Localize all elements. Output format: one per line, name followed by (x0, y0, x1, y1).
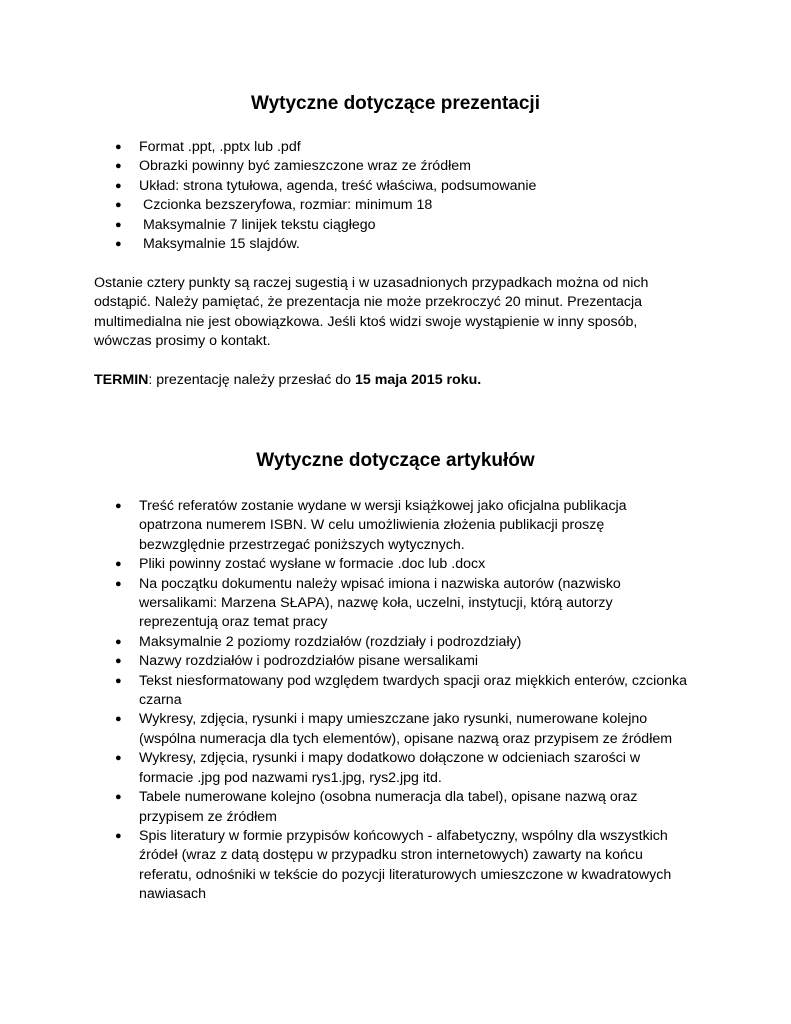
deadline-line (94, 371, 694, 390)
list-item: ● Na początku dokumentu należy wpisać imiona i nazwiska autorów (nazwisko wersalikami: Marzena SŁAPA), nazwę koła, uczelni, instytucji, którą autorzy reprezentują oraz temat pracy (115, 575, 690, 633)
presentation-guidelines-list (115, 138, 715, 254)
presentation-heading: Wytyczne dotyczące prezentacji (251, 93, 540, 114)
list-item: ● Pliki powinny zostać wysłane w formacie .doc lub .docx (115, 555, 690, 574)
list-item: ● Układ: strona tytułowa, agenda, treść właściwa, podsumowanie (115, 177, 715, 196)
list-item: ● Format .ppt, .pptx lub .pdf (115, 138, 715, 157)
list-item: ● Spis literatury w formie przypisów końcowych - alfabetyczny, wspólny dla wszystkich źródeł (wraz z datą dostępu w przypadku stron internetowych) zawarty na końcu referatu, odnośniki w tekście do pozycji literaturowych umieszczone w kwadratowych nawiasach (115, 827, 690, 905)
list-item: ● Maksymalnie 15 slajdów. (115, 235, 715, 254)
articles-heading: Wytyczne dotyczące artykułów (256, 450, 535, 471)
list-item: ● Wykresy, zdjęcia, rysunki i mapy dodatkowo dołączone w odcieniach szarości w formacie .jpg pod nazwami rys1.jpg, rys2.jpg itd. (115, 749, 690, 788)
presentation-note: Ostanie cztery punkty są raczej sugestią i w uzasadnionych przypadkach można od nich odstąpić. Należy pamiętać, że prezentacja nie może przekroczyć 20 minut. Prezentacja multimedialna nie jest obowiązkowa. Jeśli ktoś widzi swoje wystąpienie w inny sposób, wówczas prosimy o kontakt. (94, 275, 649, 350)
list-item: ● Tabele numerowane kolejno (osobna numeracja dla tabel), opisane nazwą oraz przypisem ze źródłem (115, 788, 690, 827)
articles-guidelines-list (115, 497, 690, 905)
deadline-text: : prezentację należy przesłać do (148, 372, 356, 388)
list-item: ● Maksymalnie 7 linijek tekstu ciągłego (115, 216, 715, 235)
list-item: ● Treść referatów zostanie wydane w wersji książkowej jako oficjalna publikacja opatrzona numerem ISBN. W celu umożliwienia złożenia publikacji proszę bezwzględnie przestrzegać poniższych wytycznych. (115, 497, 690, 555)
list-item: ● Obrazki powinny być zamieszczone wraz ze źródłem (115, 157, 715, 176)
list-item: ● Wykresy, zdjęcia, rysunki i mapy umieszczane jako rysunki, numerowane kolejno (wspólna numeracja dla tych elementów), opisane nazwą oraz przypisem ze źródłem (115, 710, 690, 749)
list-item: ● Czcionka bezszeryfowa, rozmiar: minimum 18 (115, 196, 715, 215)
list-item: ● Nazwy rozdziałów i podrozdziałów pisane wersalikami (115, 652, 690, 671)
deadline-label: TERMIN (94, 372, 149, 388)
list-item: ● Maksymalnie 2 poziomy rozdziałów (rozdziały i podrozdziały) (115, 633, 690, 652)
deadline-date: 15 maja 2015 roku. (355, 372, 482, 388)
list-item: ● Tekst niesformatowany pod względem twardych spacji oraz miękkich enterów, czcionka czarna (115, 672, 690, 711)
